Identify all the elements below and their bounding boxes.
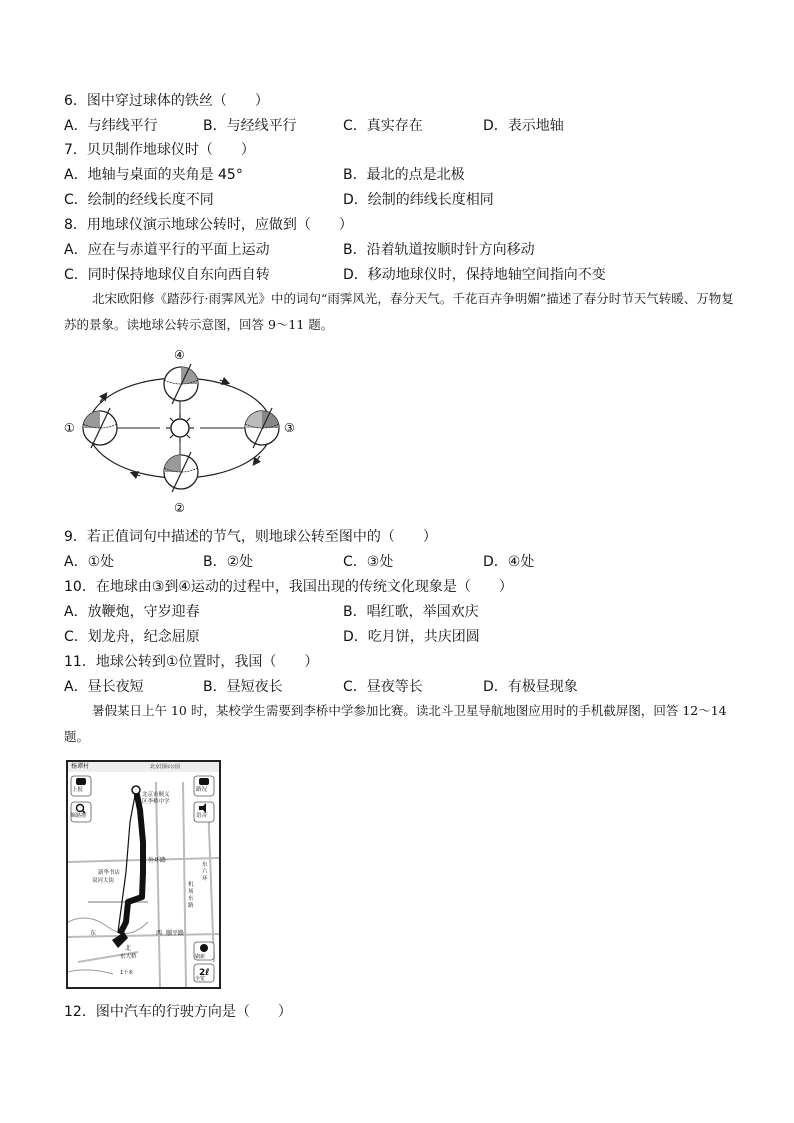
map-label-village: 杨谭村: [71, 763, 90, 770]
refresh-icon: [200, 944, 208, 952]
q6-stem: 6．图中穿过球体的铁丝（ ）: [64, 93, 269, 109]
earth-position-1: [83, 408, 117, 448]
road-label-airport: 机场东路: [188, 882, 194, 909]
q8-option-d: D．移动地球仪时，保持地轴空间指向不变: [343, 267, 606, 283]
q6-option-c: C．真实存在: [343, 118, 423, 134]
map-scale: 1千米: [120, 970, 134, 976]
passage-spring-equinox: 北宋欧阳修《踏莎行·雨霁风光》中的词句“雨霁风光，春分天气。千花百卉争明媚”描述了春分时节天气转暖、万物复苏的景象。读地球公转示意图，回答 9～11 题。: [64, 291, 734, 332]
q12-stem: 12．图中汽车的行驶方向是（ ）: [64, 1004, 292, 1020]
place-street: 双河大街: [92, 878, 115, 884]
q7-option-d: D．绘制的纬线长度相同: [343, 192, 494, 208]
q10-option-d: D．吃月饼，共庆团圆: [343, 629, 480, 645]
q10-option-b: B．唱红歌，举国欢庆: [343, 604, 479, 620]
q11-stem: 11．地球公转到①位置时，我国（ ）: [64, 654, 319, 670]
label-4: ④: [174, 348, 185, 362]
voice-label: 语音: [196, 813, 208, 819]
road-label-bridge: 东大桥: [120, 954, 137, 960]
q11-option-a: A．昼长夜短: [64, 679, 144, 695]
refresh-label: 刷新: [195, 954, 206, 960]
earth-position-3: [245, 408, 279, 448]
road-label-sixth-ring: 东六环: [202, 862, 208, 882]
q10-option-c: C．划龙舟，纪念屈原: [64, 629, 200, 645]
overview-label: 全览: [195, 976, 206, 982]
label-east: 东: [90, 930, 97, 937]
passage-navigation: 暑假某日上午 10 时，某校学生需要到李桥中学参加比赛。读北斗卫星导航地图应用时的手机截屏图，回答 12～14 题。: [64, 703, 727, 744]
q7-stem: 7．贝贝制作地球仪时（ ）: [64, 142, 255, 158]
label-north: 北: [125, 945, 132, 952]
destination-marker: [132, 786, 140, 794]
q8-stem: 8．用地球仪演示地球公转时，应做到（ ）: [64, 217, 353, 233]
label-3: ③: [284, 421, 295, 435]
q11-option-c: C．昼夜等长: [343, 679, 423, 695]
place-bookstore: 新华书店: [98, 870, 121, 876]
destination-label-2: 区李桥中学: [142, 799, 170, 805]
orbit-diagram: [60, 346, 308, 518]
q7-option-b: B．最北的点是北极: [343, 167, 465, 183]
destination-label-1: 北京市顺义: [142, 792, 170, 798]
label-west: 西: [156, 930, 163, 937]
q7-option-a: A．地轴与桌面的夹角是 45°: [64, 167, 243, 183]
q10-stem: 10．在地球由③到④运动的过程中，我国出现的传统文化现象是（ ）: [64, 579, 513, 595]
label-1: ①: [64, 421, 75, 435]
q6-option-d: D．表示地轴: [483, 118, 564, 134]
q9-option-b: B．②处: [203, 554, 254, 570]
road-label-shunping: 顺平路: [166, 930, 185, 937]
svg-text:2ℓ: 2ℓ: [199, 968, 210, 978]
q10-option-a: A．放鞭炮，守岁迎春: [64, 604, 200, 620]
earth-position-2: [164, 452, 198, 492]
q8-option-b: B．沿着轨道按顺时针方向移动: [343, 242, 535, 258]
q9-option-a: A．①处: [64, 554, 115, 570]
road-label-ring: 外环路: [148, 857, 167, 864]
q9-option-d: D．④处: [483, 554, 535, 570]
q9-stem: 9．若正值词句中描述的节气，则地球公转至图中的（ ）: [64, 529, 437, 545]
map-label-park: 北京国际公园: [150, 764, 181, 770]
report-label: 上报: [72, 787, 84, 793]
earth-position-4: [164, 364, 198, 404]
q6-option-a: A．与纬线平行: [64, 118, 158, 134]
q7-option-c: C．绘制的经线长度不同: [64, 192, 214, 208]
traffic-label: 路况: [196, 787, 208, 793]
q11-option-d: D．有极昼现象: [483, 679, 578, 695]
q8-option-a: A．应在与赤道平行的平面上运动: [64, 242, 270, 258]
search-label: 顺路搜: [71, 813, 87, 819]
q11-option-b: B．昼短夜长: [203, 679, 283, 695]
q8-option-c: C．同时保持地球仪自东向西自转: [64, 267, 270, 283]
navigation-map-screenshot: [66, 760, 221, 989]
label-2: ②: [174, 501, 185, 515]
q6-option-b: B．与经线平行: [203, 118, 297, 134]
sun-icon: [166, 414, 194, 442]
q9-option-c: C．③处: [343, 554, 394, 570]
